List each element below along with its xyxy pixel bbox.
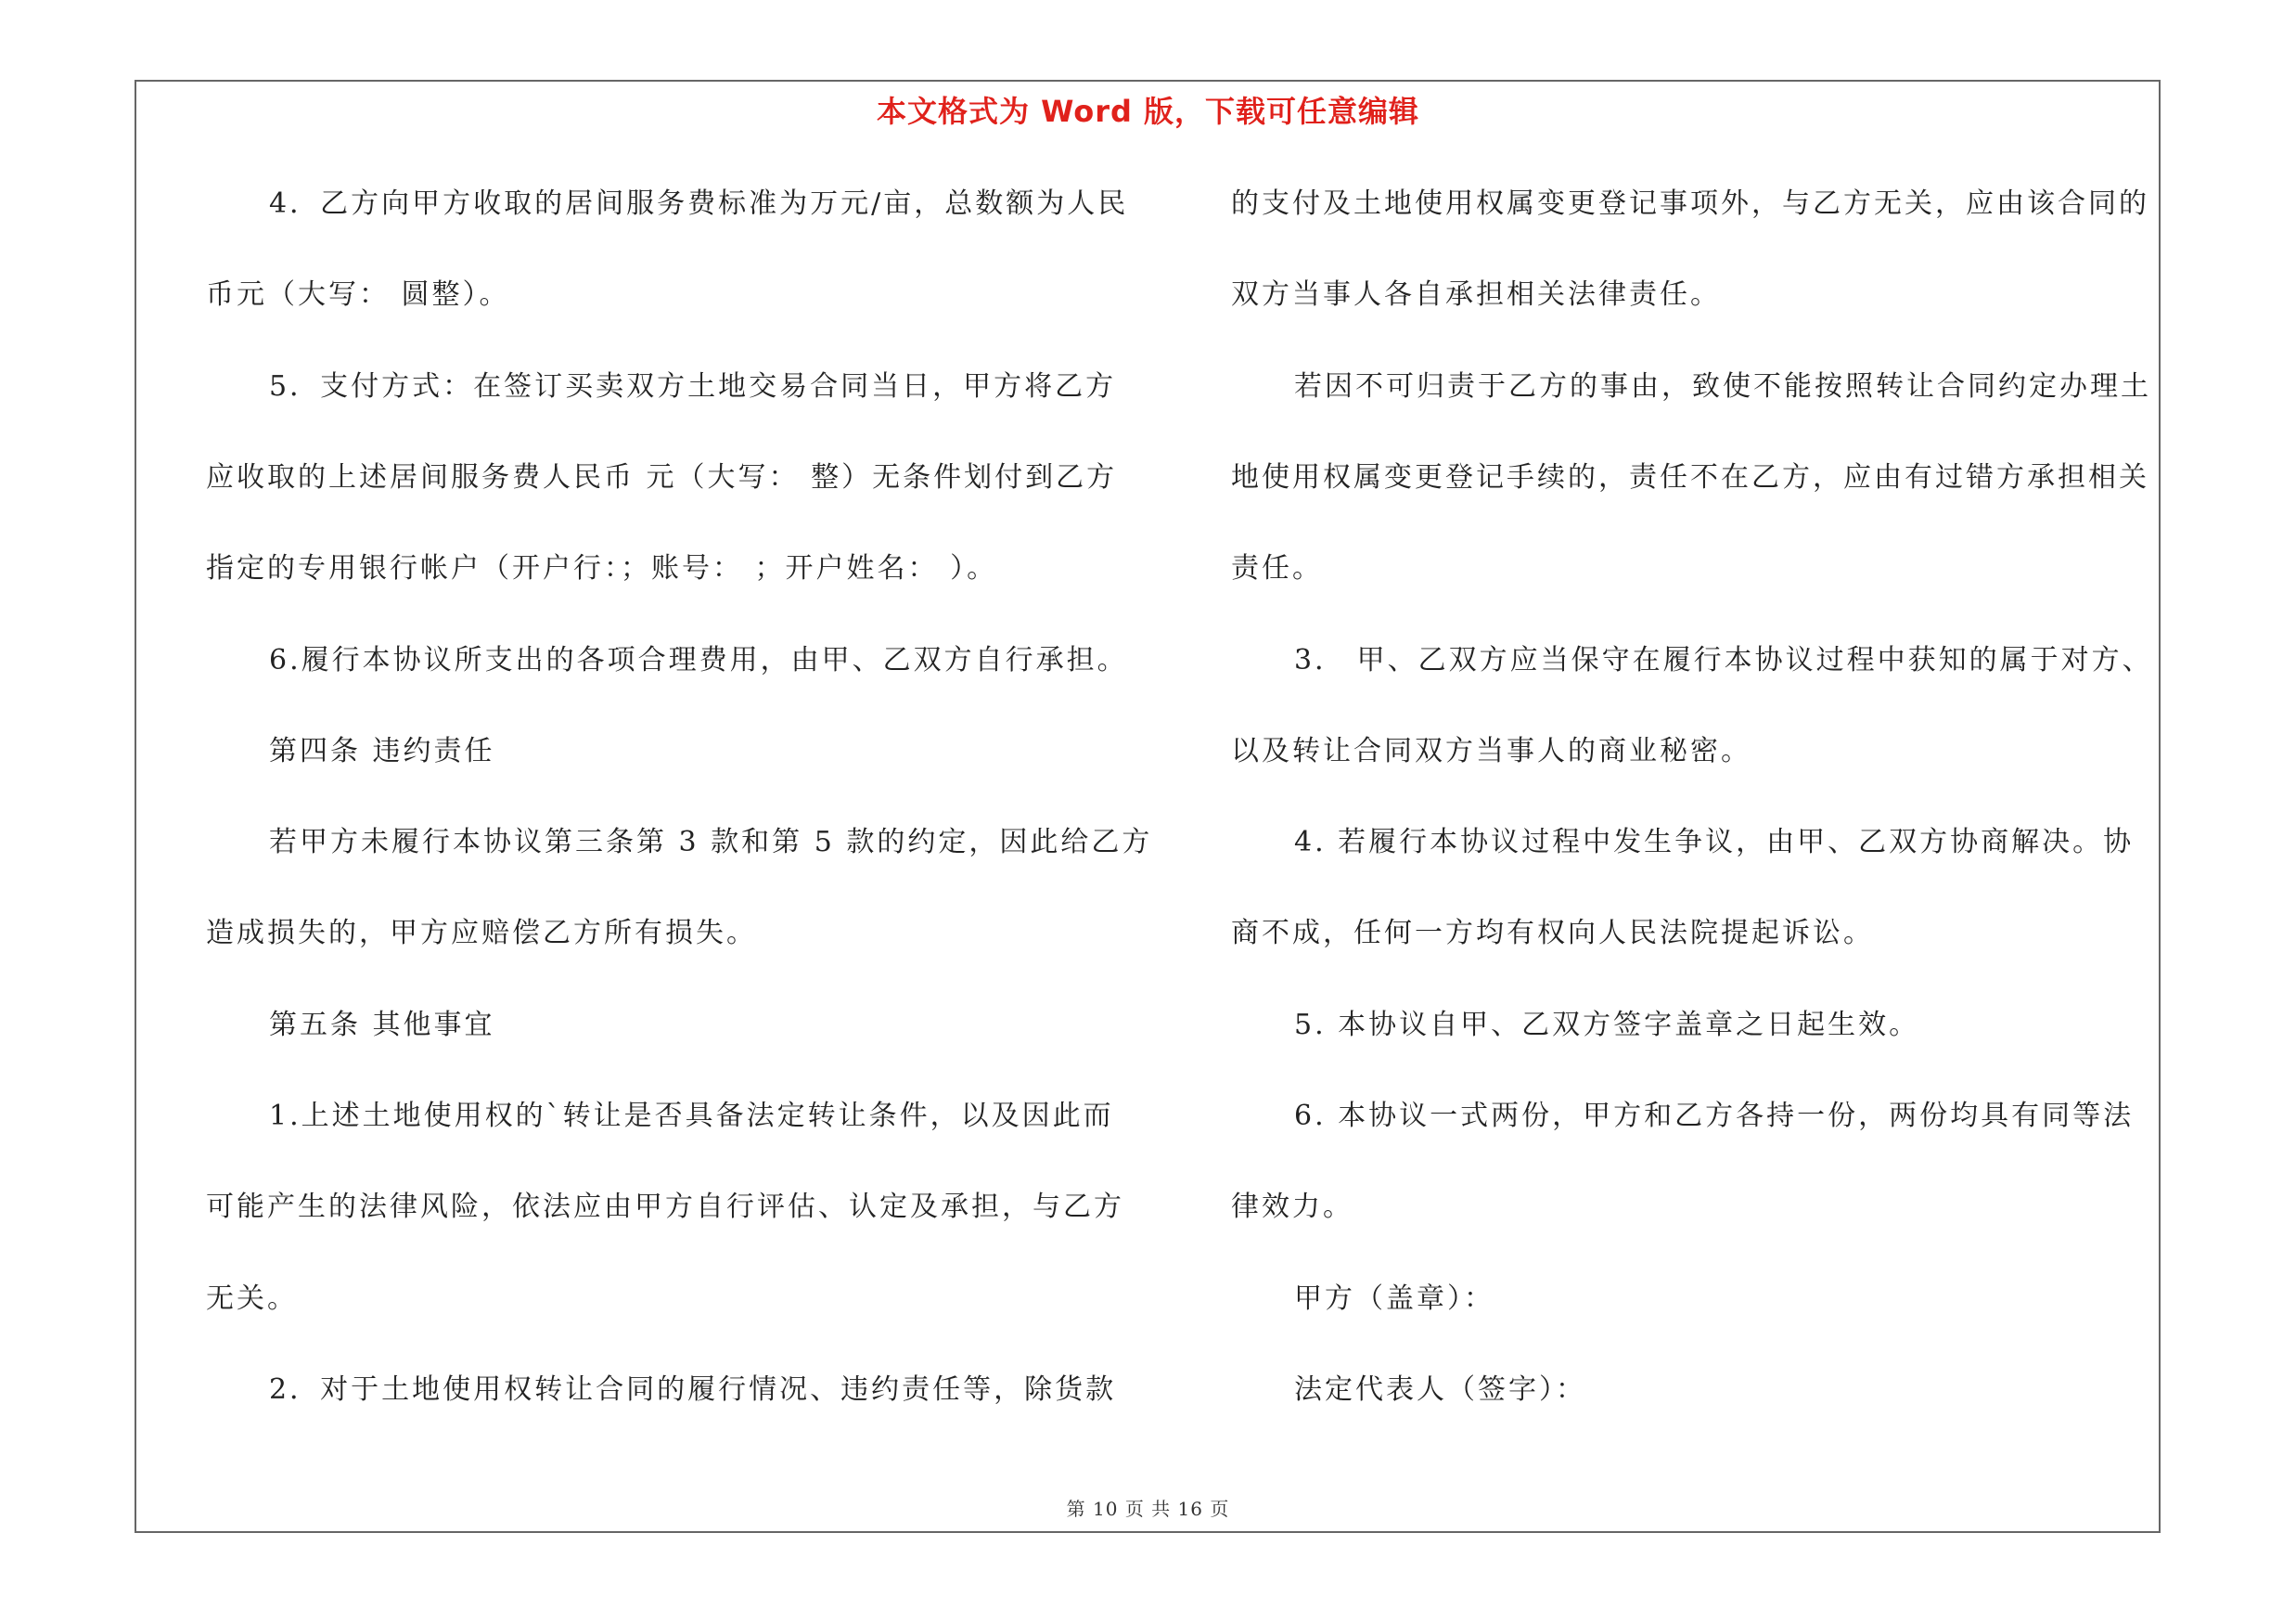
page-number-footer: 第 10 页 共 16 页 (1066, 1498, 1230, 1520)
format-banner: 本文格式为 Word 版，下载可任意编辑 (876, 94, 1420, 129)
text-line: 指定的专用银行帐户（开户行：；账号： ；开户姓名： ）。 (206, 552, 998, 585)
text-line: 以及转让合同双方当事人的商业秘密。 (1231, 735, 1751, 767)
text-line: 法定代表人（签字）： (1294, 1373, 1586, 1406)
text-line: 币元（大写： 圆整）。 (206, 278, 510, 311)
text-line: 4. 若履行本协议过程中发生争议，由甲、乙双方协商解决。协 (1294, 826, 2135, 858)
text-line: 造成损失的，甲方应赔偿乙方所有损失。 (206, 917, 757, 949)
text-line: 2．对于土地使用权转让合同的履行情况、违约责任等，除货款 (269, 1373, 1117, 1406)
text-line: 无关。 (206, 1282, 298, 1315)
text-line: 第四条 违约责任 (269, 735, 495, 767)
text-line: 商不成，任何一方均有权向人民法院提起诉讼。 (1231, 917, 1874, 949)
text-line: 5．支付方式：在签订买卖双方土地交易合同当日，甲方将乙方 (269, 370, 1117, 403)
text-line: 双方当事人各自承担相关法律责任。 (1231, 278, 1721, 311)
text-line: 律效力。 (1231, 1191, 1353, 1223)
text-line: 1.上述土地使用权的`转让是否具备法定转让条件，以及因此而 (269, 1100, 1114, 1132)
text-line: 地使用权属变更登记手续的，责任不在乙方，应由有过错方承担相关 (1231, 461, 2149, 494)
text-line: 甲方（盖章）： (1294, 1282, 1494, 1315)
text-line: 6.履行本协议所支出的各项合理费用，由甲、乙双方自行承担。 (269, 644, 1128, 676)
text-line: 若甲方未履行本协议第三条第 3 款和第 5 款的约定，因此给乙方 (269, 826, 1153, 858)
text-line: 6. 本协议一式两份，甲方和乙方各持一份，两份均具有同等法 (1294, 1100, 2135, 1132)
text-line: 的支付及土地使用权属变更登记事项外，与乙方无关，应由该合同的 (1231, 187, 2149, 220)
text-line: 若因不可归责于乙方的事由，致使不能按照转让合同约定办理土 (1294, 370, 2151, 403)
text-line: 可能产生的法律风险，依法应由甲方自行评估、认定及承担，与乙方 (206, 1191, 1124, 1223)
text-line: 应收取的上述居间服务费人民币 元（大写： 整）无条件划付到乙方 (206, 461, 1118, 494)
text-line: 3． 甲、乙双方应当保守在履行本协议过程中获知的属于对方、 (1294, 644, 2153, 676)
text-line: 4．乙方向甲方收取的居间服务费标准为万元/亩，总数额为人民 (269, 187, 1129, 220)
text-line: 5. 本协议自甲、乙双方签字盖章之日起生效。 (1294, 1009, 1920, 1041)
text-line: 第五条 其他事宜 (269, 1009, 495, 1041)
text-line: 责任。 (1231, 552, 1323, 585)
